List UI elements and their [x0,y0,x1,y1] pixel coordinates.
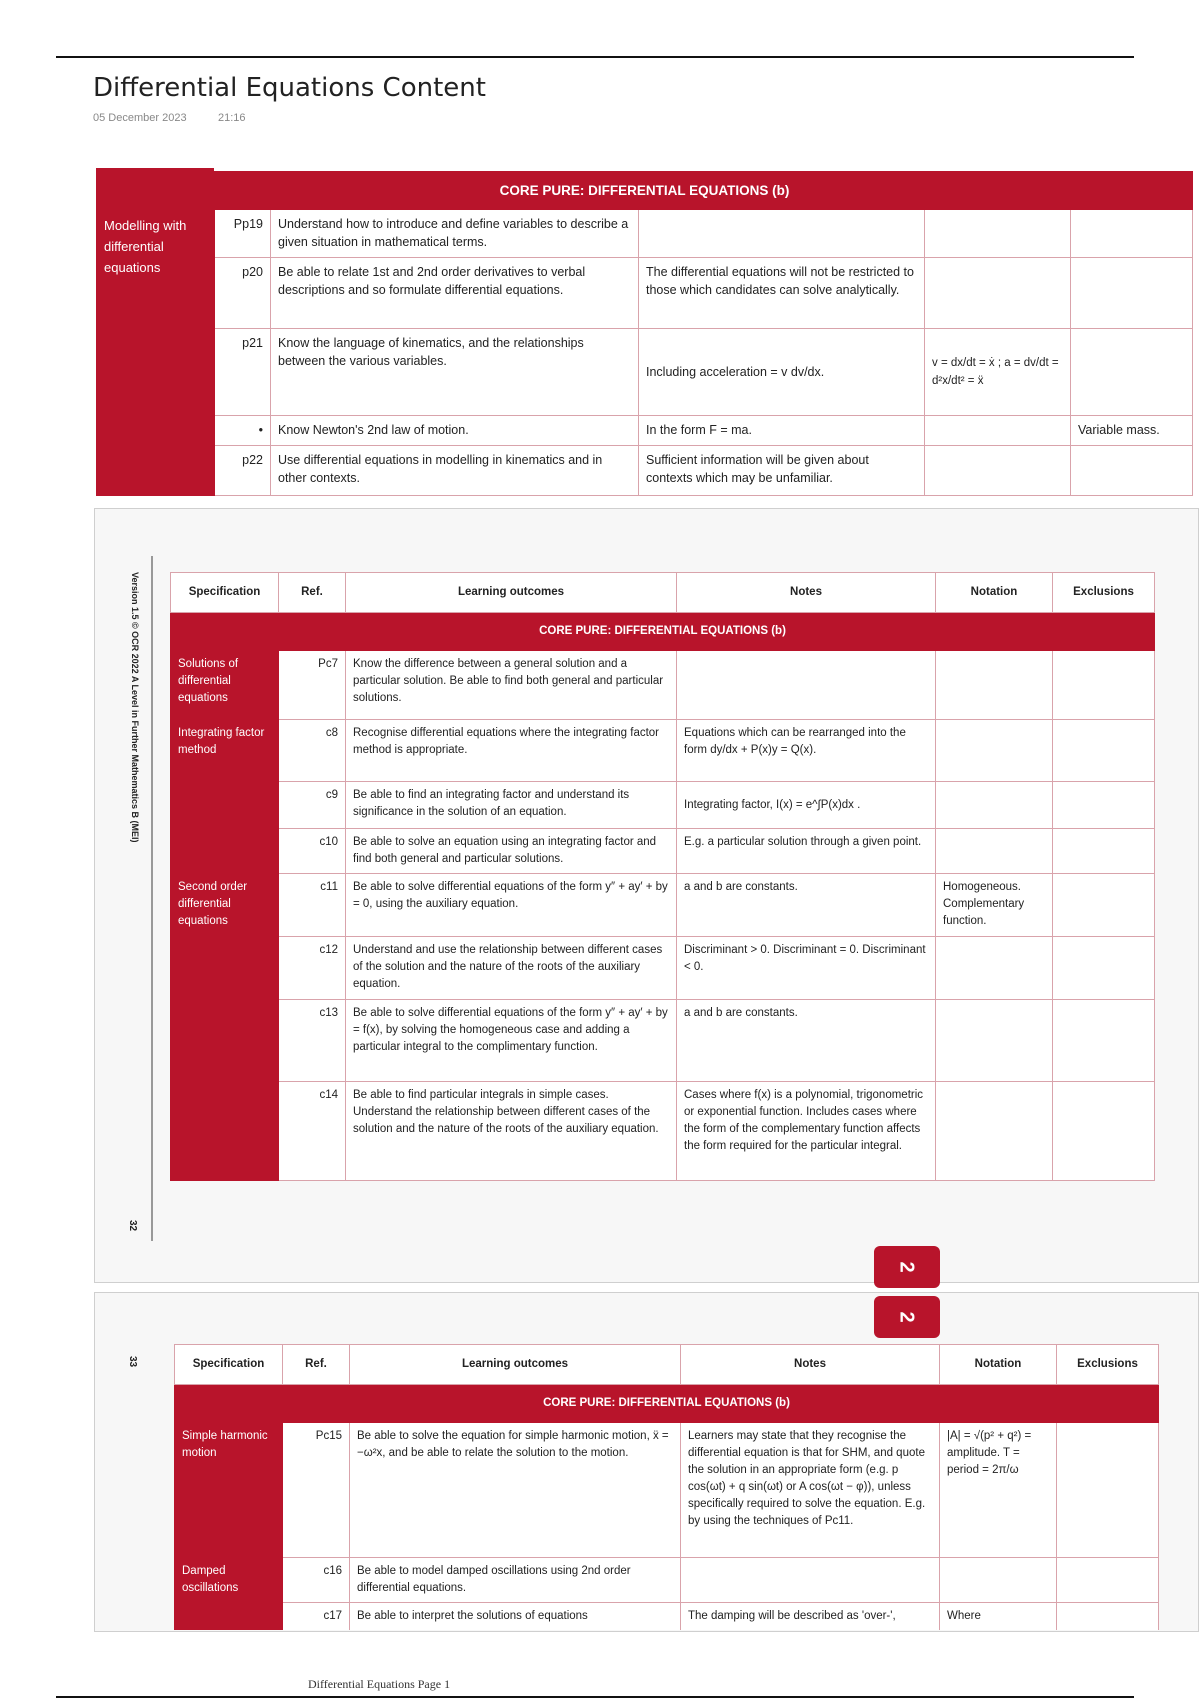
ref-cell: p20 [215,258,271,329]
header-exclusions: Exclusions [1053,573,1155,613]
header-notes: Notes [681,1345,940,1385]
header-ref: Ref. [283,1345,350,1385]
learning-cell: Understand how to introduce and define variables to describe a given situation in mathematical terms. [271,210,639,258]
learning-cell: Use differential equations in modelling in kinematics and in other contexts. [271,446,639,496]
ref-cell: Pc15 [283,1423,350,1558]
page-2-number: 32 [127,1219,139,1232]
notation-cell [936,720,1053,782]
exclusions-cell [1053,720,1155,782]
ref-cell: Pc7 [279,651,346,720]
notation-cell [925,210,1071,258]
learning-cell: Be able to interpret the solutions of equations [350,1603,681,1631]
exclusions-cell [1071,446,1193,496]
tab-label: 2 [896,1311,918,1323]
notes-cell [677,651,936,720]
exclusions-cell [1053,782,1155,829]
exclusions-cell [1053,829,1155,874]
header-specification: Specification [171,573,279,613]
exclusions-cell [1053,937,1155,1000]
notation-cell [925,446,1071,496]
page-time: 21:16 [218,112,246,124]
ref-cell: c13 [279,1000,346,1082]
exclusions-cell [1071,210,1193,258]
spec-solutions: Solutions of differential equations [171,651,279,720]
notation-cell: Homogeneous. Complementary function. [936,874,1053,937]
spec-shm: Simple harmonic motion [175,1423,283,1558]
tab-label: 2 [896,1261,918,1273]
notes-cell [681,1558,940,1603]
learning-cell: Be able to find an integrating factor and understand its significance in the solution of an equation. [346,782,677,829]
ref-cell: c14 [279,1082,346,1181]
notation-cell [925,416,1071,446]
notes-cell: Sufficient information will be given about contexts which may be unfamiliar. [639,446,925,496]
notation-cell [936,829,1053,874]
top-rule [56,56,1134,58]
header-notation: Notation [936,573,1053,613]
notes-cell: Cases where f(x) is a polynomial, trigonometric or exponential function. Includes cases where the form of the complementary function affects the form required for the particular integral. [677,1082,936,1181]
notation-cell [936,1000,1053,1082]
page-2-tab [874,1246,940,1288]
exclusions-cell [1053,874,1155,937]
notes-cell: The damping will be described as 'over-', [681,1603,940,1631]
exclusions-cell [1057,1558,1159,1603]
spec-damped: Damped oscillations [175,1558,283,1631]
page-2-side-line [151,556,153,1241]
notes-cell: In the form F = ma. [639,416,925,446]
page-3-number: 33 [127,1355,139,1368]
spec-second-order: Second order differential equations [171,874,279,1181]
learning-cell: Recognise differential equations where the integrating factor method is appropriate. [346,720,677,782]
table-3 [174,1344,1159,1630]
page-footer: Differential Equations Page 1 [308,1677,451,1691]
notes-cell: Integrating factor, I(x) = e^∫P(x)dx . [677,782,936,829]
ref-cell: c16 [283,1558,350,1603]
notation-cell: v = dx/dt = ẋ ; a = dv/dt = d²x/dt² = ẍ [925,329,1071,416]
table-3-band: CORE PURE: DIFFERENTIAL EQUATIONS (b) [175,1385,1159,1423]
bottom-rule [56,1696,1134,1698]
exclusions-cell: Variable mass. [1071,416,1193,446]
learning-cell: Be able to find particular integrals in simple cases. Understand the relationship between different cases of the solution and the nature of the roots of the auxiliary equation. [346,1082,677,1181]
learning-cell: Know the difference between a general solution and a particular solution. Be able to find both general and particular solutions. [346,651,677,720]
learning-cell: Be able to model damped oscillations using 2nd order differential equations. [350,1558,681,1603]
header-notes: Notes [677,573,936,613]
notes-cell [639,210,925,258]
table-1-band: CORE PURE: DIFFERENTIAL EQUATIONS (b) [97,172,1193,210]
notation-cell: Where [940,1603,1057,1631]
notes-cell: Discriminant > 0. Discriminant = 0. Discriminant < 0. [677,937,936,1000]
ref-cell: c8 [279,720,346,782]
header-learning-outcomes: Learning outcomes [346,573,677,613]
exclusions-cell [1071,329,1193,416]
notes-cell: a and b are constants. [677,1000,936,1082]
ref-cell: Pp19 [215,210,271,258]
header-ref: Ref. [279,573,346,613]
table-2 [170,572,1155,1181]
header-notation: Notation [940,1345,1057,1385]
notation-cell [936,651,1053,720]
notes-cell: Equations which can be rearranged into the form dy/dx + P(x)y = Q(x). [677,720,936,782]
ref-cell: c9 [279,782,346,829]
ref-cell: c11 [279,874,346,937]
ref-cell: p22 [215,446,271,496]
page-title: Differential Equations Content [93,73,486,103]
notation-cell [936,937,1053,1000]
notation-cell [940,1558,1057,1603]
table-2-band: CORE PURE: DIFFERENTIAL EQUATIONS (b) [171,613,1155,651]
notes-cell: Learners may state that they recognise the differential equation is that for SHM, and quote the solution in an appropriate form (e.g. p cos(ωt) + q sin(ωt) or A cos(ωt − φ)), unless specifically required to solve the equation. E.g. by using the techniques of Pc11. [681,1423,940,1558]
exclusions-cell [1053,1000,1155,1082]
ref-cell: c10 [279,829,346,874]
exclusions-cell [1071,258,1193,329]
ref-cell: c12 [279,937,346,1000]
learning-cell: Know the language of kinematics, and the relationships between the various variables. [271,329,639,416]
ref-cell: p21 [215,329,271,416]
notation-cell [936,1082,1053,1181]
header-specification: Specification [175,1345,283,1385]
exclusions-cell [1057,1603,1159,1631]
ref-cell: c17 [283,1603,350,1631]
learning-cell: Be able to solve the equation for simple harmonic motion, ẍ = −ω²x, and be able to relate the solution to the motion. [350,1423,681,1558]
notation-cell [936,782,1053,829]
learning-cell: Be able to relate 1st and 2nd order derivatives to verbal descriptions and so formulate differential equations. [271,258,639,329]
learning-cell: Be able to solve differential equations of the form y″ + ay′ + by = 0, using the auxiliary equation. [346,874,677,937]
header-learning-outcomes: Learning outcomes [350,1345,681,1385]
learning-cell: Understand and use the relationship between different cases of the solution and the nature of the roots of the auxiliary equation. [346,937,677,1000]
notation-cell [925,258,1071,329]
learning-cell: Be able to solve differential equations of the form y″ + ay′ + by = f(x), by solving the homogeneous case and adding a particular integral to the complimentary function. [346,1000,677,1082]
ref-cell: • [215,416,271,446]
page-2-side-text: Version 1.5 © OCR 2022 A Level in Further Mathematics B (MEI) [130,572,140,843]
notes-cell: E.g. a particular solution through a given point. [677,829,936,874]
header-exclusions: Exclusions [1057,1345,1159,1385]
page-date: 05 December 2023 [93,112,187,124]
spec-modelling: Modelling with differential equations [97,210,215,496]
notes-cell: The differential equations will not be restricted to those which candidates can solve analytically. [639,258,925,329]
notes-cell: a and b are constants. [677,874,936,937]
exclusions-cell [1057,1423,1159,1558]
exclusions-cell [1053,1082,1155,1181]
table-1 [96,168,1193,496]
spec-integrating-factor: Integrating factor method [171,720,279,874]
notation-cell: |A| = √(p² + q²) = amplitude. T = period = 2π/ω [940,1423,1057,1558]
learning-cell: Be able to solve an equation using an integrating factor and find both general and particular solutions. [346,829,677,874]
learning-cell: Know Newton's 2nd law of motion. [271,416,639,446]
notes-cell: Including acceleration = v dv/dx. [639,329,925,416]
exclusions-cell [1053,651,1155,720]
page-3-tab [874,1296,940,1338]
